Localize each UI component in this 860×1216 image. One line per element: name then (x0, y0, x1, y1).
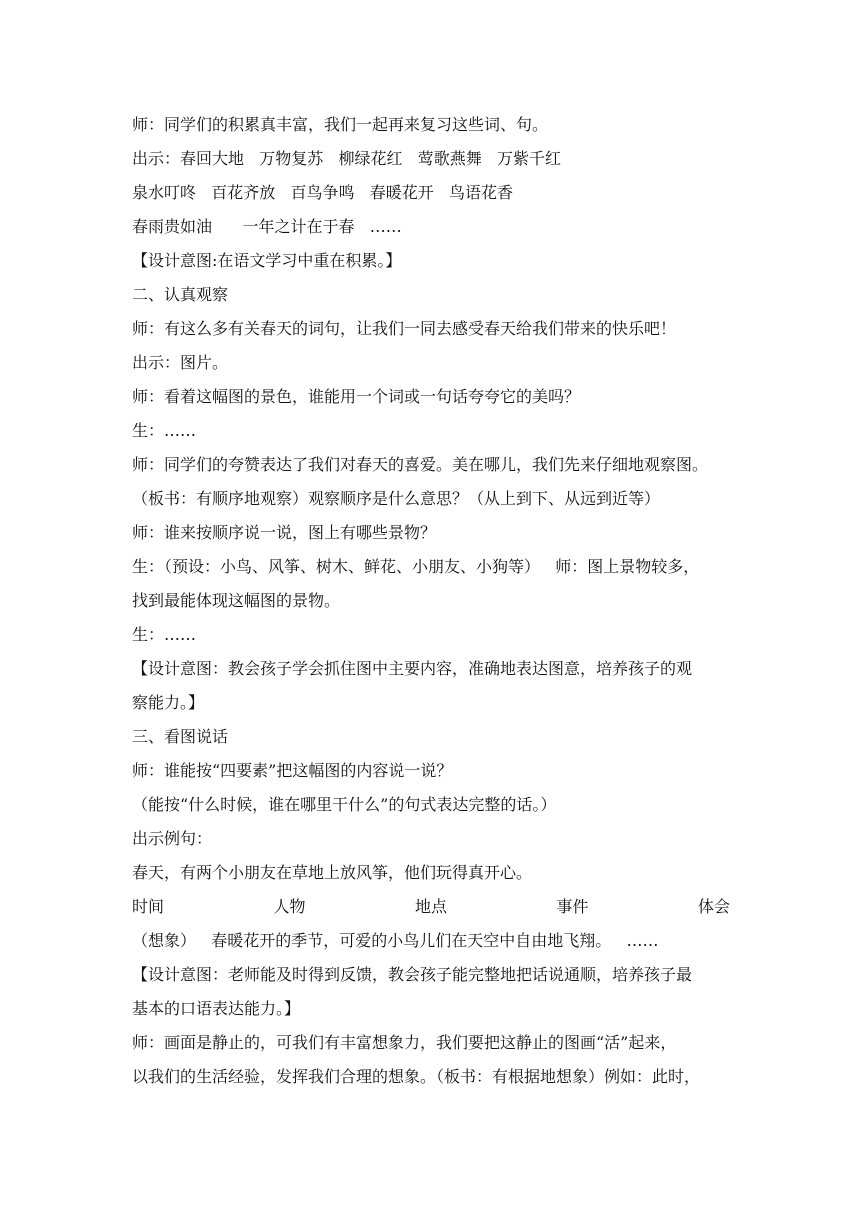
section-heading: 三、看图说话 (132, 727, 229, 746)
text-line: （板书：有顺序地观察）观察顺序是什么意思？（从上到下、从远到近等） (132, 489, 661, 508)
element-label-time: 时间 (132, 897, 165, 916)
four-elements-row (132, 890, 730, 924)
document-page (132, 108, 730, 1094)
example-sentence: 春天，有两个小朋友在草地上放风筝，他们玩得真开心。 (132, 863, 533, 882)
element-label-event: 事件 (556, 897, 589, 916)
text-line: 师：谁来按顺序说一说，图上有哪些景物？ (132, 523, 437, 542)
text-line: 师：谁能按“四要素”把这幅图的内容说一说？ (132, 761, 453, 780)
text-line: 师：同学们的夸赞表达了我们对春天的喜爱。美在哪儿，我们先来仔细地观察图。 (132, 455, 709, 474)
text-line: 师：同学们的积累真丰富，我们一起再来复习这些词、句。 (132, 115, 549, 134)
text-line: 师：看着这幅图的景色，谁能用一个词或一句话夸夸它的美吗？ (132, 387, 581, 406)
text-line: 出示：图片。 (132, 353, 229, 372)
element-label-person: 人物 (273, 897, 306, 916)
section-heading: 二、认真观察 (132, 285, 229, 304)
text-line: 以我们的生活经验，发挥我们合理的想象。（板书：有根据地想象）例如：此时， (132, 1067, 701, 1086)
text-line: （能按“什么时候，谁在哪里干什么”的句式表达完整的话。） (132, 795, 557, 814)
element-label-place: 地点 (414, 897, 447, 916)
design-intent-note: 【设计意图：老师能及时得到反馈，教会孩子能完整地把话说通顺，培养孩子最 (132, 965, 693, 984)
text-line: 生：…… (132, 625, 197, 644)
text-line: 出示：春回大地 万物复苏 柳绿花红 莺歌燕舞 万紫千红 (132, 149, 562, 168)
design-intent-note: 基本的口语表达能力。】 (132, 999, 301, 1018)
text-line: 师：有这么多有关春天的词句，让我们一同去感受春天给我们带来的快乐吧！ (132, 319, 677, 338)
design-intent-note: 察能力。】 (132, 693, 205, 712)
design-intent-note: 【设计意图:在语文学习中重在积累。】 (132, 251, 402, 270)
text-line: 找到最能体现这幅图的景物。 (132, 591, 341, 610)
text-line: 生：（预设：小鸟、风筝、树木、鲜花、小朋友、小狗等） 师：图上景物较多， (132, 557, 700, 576)
text-line: （想象） 春暖花开的季节，可爱的小鸟儿们在天空中自由地飞翔。 …… (132, 931, 659, 950)
text-line: 出示例句： (132, 829, 213, 848)
text-line: 生：…… (132, 421, 197, 440)
text-line: 师：画面是静止的，可我们有丰富想象力，我们要把这静止的图画“活”起来， (132, 1033, 677, 1052)
text-line: 春雨贵如油 一年之计在于春 …… (132, 217, 402, 236)
design-intent-note: 【设计意图：教会孩子学会抓住图中主要内容，准确地表达图意，培养孩子的观 (132, 659, 693, 678)
text-line: 泉水叮咚 百花齐放 百鸟争鸣 春暖花开 鸟语花香 (132, 183, 514, 202)
element-label-feeling: 体会 (697, 897, 730, 916)
